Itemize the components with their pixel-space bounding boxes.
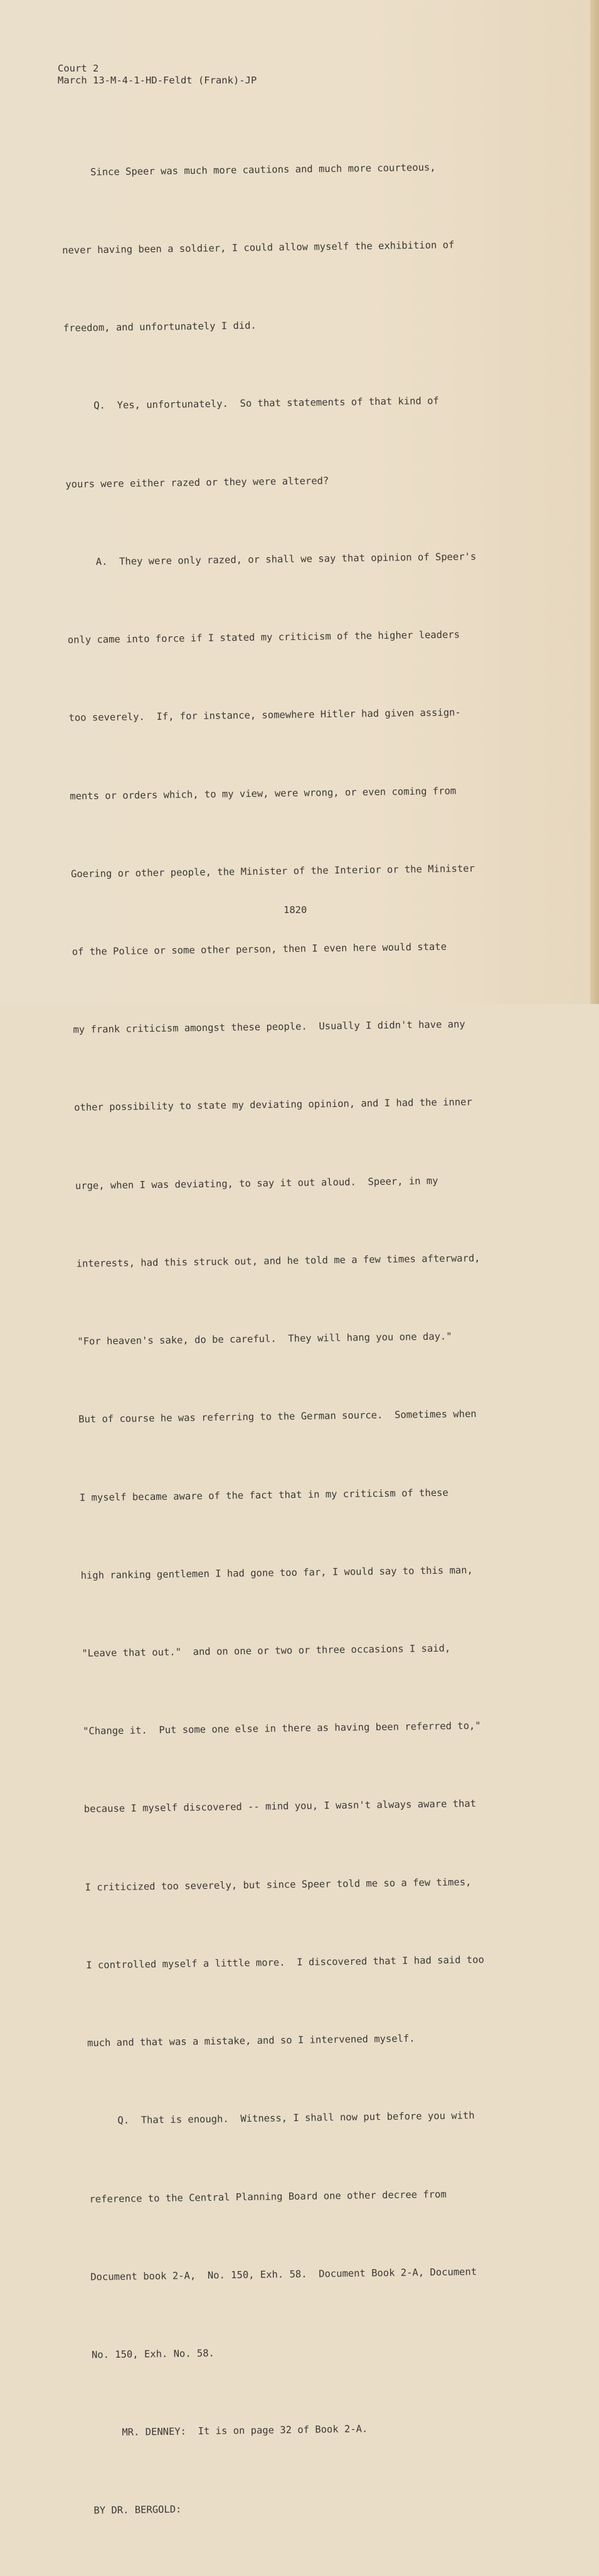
text-line: ments or orders which, to my view, were wrong, or even coming from xyxy=(70,784,457,802)
text-line: A. They were only razed, or shall we say that opinion of Speer's xyxy=(66,550,477,568)
text-line: Goering or other people, the Minister of the Interior or the Minister xyxy=(70,862,475,880)
text-line: Q. Yes, unfortunately. So that statements of that kind of xyxy=(64,395,439,412)
text-line: because I myself discovered -- mind you, I wasn't always aware that xyxy=(83,1798,477,1815)
text-line: high ranking gentlemen I had gone too far, I would say to this man, xyxy=(80,1564,473,1581)
text-line: Q. That is enough. Witness, I shall now put before you with xyxy=(88,2110,475,2127)
text-line: other possibility to state my deviating opinion, and I had the inner xyxy=(74,1096,472,1114)
transcript-reference: March 13-M-4-1-HD-Feldt (Frank)-JP xyxy=(58,75,257,86)
text-line: urge, when I was deviating, to say it out aloud. Speer, in my xyxy=(75,1175,438,1192)
text-line: freedom, and unfortunately I did. xyxy=(63,319,257,334)
text-line: interests, had this struck out, and he told me a few times afterward, xyxy=(76,1252,480,1269)
document-header xyxy=(58,63,257,87)
text-line: of the Police or some other person, then I even here would state xyxy=(72,941,447,958)
text-line: But of course he was referring to the German source. Sometimes when xyxy=(78,1408,477,1426)
text-line: much and that was a mistake, and so I intervened myself. xyxy=(87,2033,415,2049)
text-line: BY DR. BERGOLD: xyxy=(93,2504,182,2517)
court-label: Court 2 xyxy=(58,63,99,74)
page-number: 1820 xyxy=(284,904,307,916)
text-line: never having been a soldier, I could allow myself the exhibition of xyxy=(62,239,455,257)
text-line: "For heaven's sake, do be careful. They will hang you one day." xyxy=(77,1330,452,1347)
text-line: Since Speer was much more cautions and much more courteous, xyxy=(61,161,436,178)
text-line: No. 150, Exh. No. 58. xyxy=(91,2347,215,2361)
text-line: yours were either razed or they were altered? xyxy=(65,474,329,490)
text-line: too severely. If, for instance, somewhere Hitler had given assign- xyxy=(68,707,461,724)
text-line: I controlled myself a little more. I discovered that I had said too xyxy=(86,1953,484,1971)
text-line: I myself became aware of the fact that in my criticism of these xyxy=(79,1487,448,1504)
text-line: Document book 2-A, No. 150, Exh. 58. Document Book 2-A, Document xyxy=(90,2265,477,2283)
transcript-body xyxy=(60,102,546,2576)
text-line: "Leave that out." and on one or two or three occasions I said, xyxy=(82,1642,451,1659)
text-line: "Change it. Put some one else in there as having been referred to," xyxy=(82,1720,481,1737)
text-line: my frank criticism amongst these people. Usually I didn't have any xyxy=(73,1018,465,1036)
text-line: only came into force if I stated my criticism of the higher leaders xyxy=(67,629,460,646)
text-line: MR. DENNEY: It is on page 32 of Book 2-A. xyxy=(92,2423,368,2439)
text-line: reference to the Central Planning Board one other decree from xyxy=(89,2188,447,2205)
text-line: I criticized too severely, but since Speer told me so a few times, xyxy=(85,1876,472,1893)
page-edge-shadow xyxy=(590,0,599,1004)
